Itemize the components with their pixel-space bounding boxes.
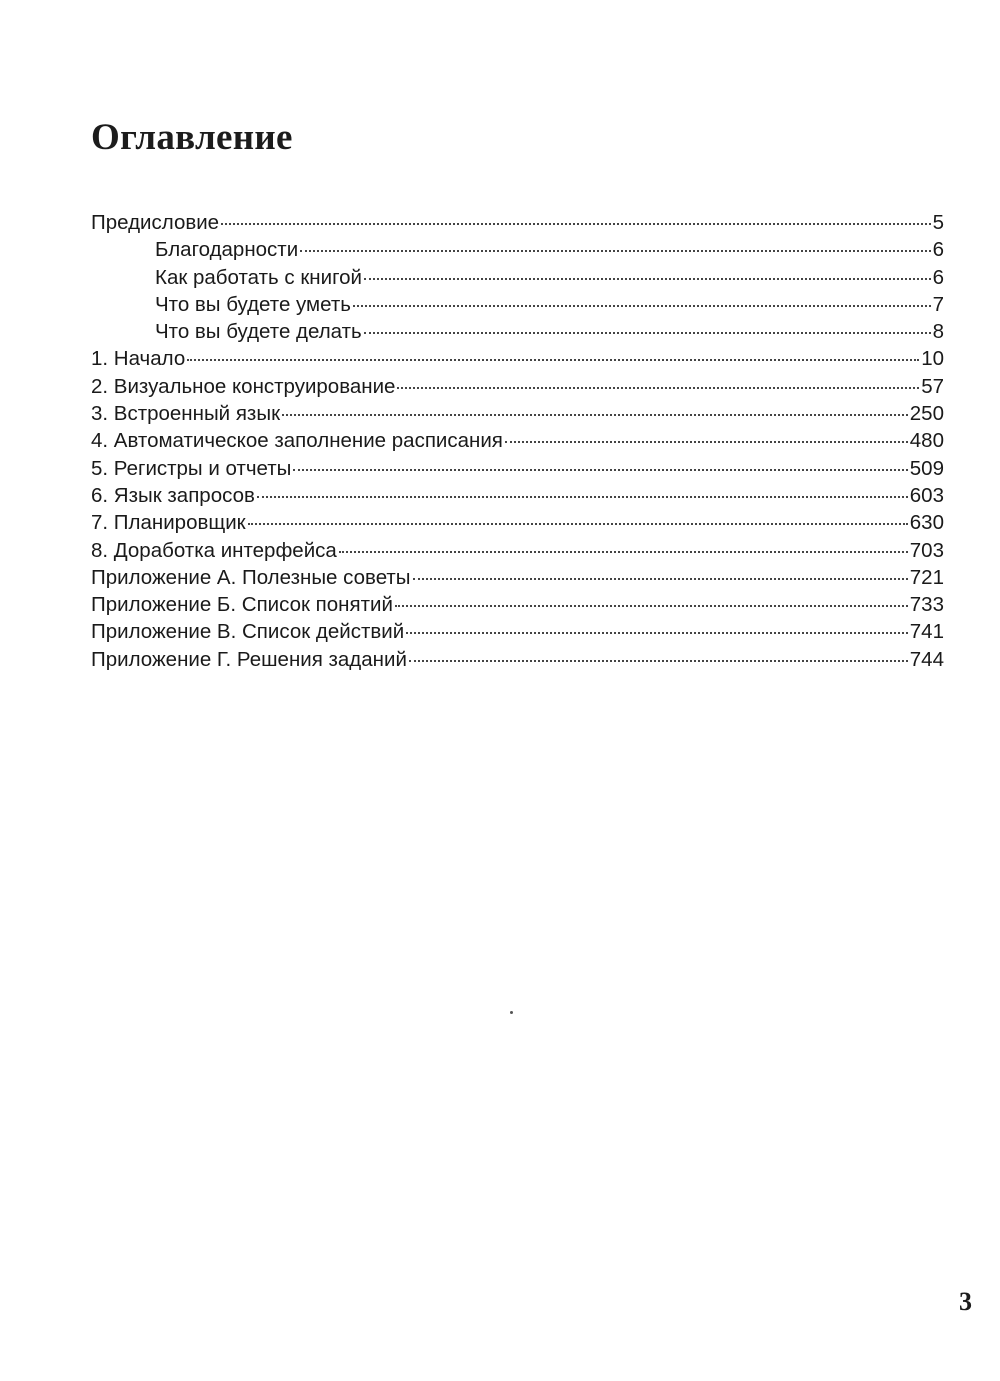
dot-leader xyxy=(300,249,930,252)
toc-entry[interactable] xyxy=(91,482,944,509)
toc-entry[interactable] xyxy=(91,400,944,427)
toc-entry-title: 3. Встроенный язык xyxy=(91,402,281,426)
toc-entry-page-number: 703 xyxy=(909,538,944,562)
dot-leader xyxy=(364,331,931,334)
toc-entry-page-number: 7 xyxy=(932,292,944,316)
toc-entry-page-number: 721 xyxy=(909,565,944,589)
dot-leader xyxy=(282,413,908,416)
toc-entry-title: 4. Автоматическое заполнение расписания xyxy=(91,429,503,453)
dot-leader xyxy=(187,358,919,361)
dot-leader xyxy=(409,659,908,662)
dot-leader xyxy=(413,577,908,580)
toc-entry[interactable] xyxy=(91,537,944,564)
toc-entry-page-number: 509 xyxy=(909,456,944,480)
toc-entry[interactable] xyxy=(91,291,944,318)
toc-entry-page-number: 741 xyxy=(909,620,944,644)
toc-entry[interactable] xyxy=(91,236,944,263)
dot-leader xyxy=(221,222,931,225)
toc-entry-title: Что вы будете уметь xyxy=(155,292,351,316)
toc-entry-title: 8. Доработка интерфейса xyxy=(91,538,337,562)
toc-entry-title: 5. Регистры и отчеты xyxy=(91,456,292,480)
toc-entry-title: Как работать с книгой xyxy=(155,265,362,289)
dot-leader xyxy=(364,277,931,280)
page-number: 3 xyxy=(959,1287,972,1316)
toc-entry[interactable] xyxy=(91,646,944,673)
toc-entry[interactable] xyxy=(91,264,944,291)
dot-leader xyxy=(406,631,908,634)
toc-entry[interactable] xyxy=(91,564,944,591)
toc-entry-title: 1. Начало xyxy=(91,347,186,371)
toc-entry-title: 2. Визуальное конструирование xyxy=(91,374,396,398)
toc-entry-page-number: 5 xyxy=(932,211,944,234)
toc-entry[interactable] xyxy=(91,373,944,400)
toc-entry-page-number: 57 xyxy=(921,374,944,398)
dot-leader xyxy=(353,304,931,307)
toc-entry-title: 6. Язык запросов xyxy=(91,483,255,507)
toc-entry-title: Что вы будете делать xyxy=(155,320,362,344)
toc-entry-page-number: 10 xyxy=(921,347,944,371)
toc-entry-title: Приложение Б. Список понятий xyxy=(91,593,393,617)
table-of-contents xyxy=(91,209,944,673)
toc-entry-page-number: 603 xyxy=(909,483,944,507)
toc-entry[interactable] xyxy=(91,591,944,618)
toc-entry-page-number: 744 xyxy=(909,647,944,671)
toc-entry-title: Приложение А. Полезные советы xyxy=(91,565,411,589)
toc-entry-page-number: 733 xyxy=(909,593,944,617)
toc-entry-page-number: 6 xyxy=(932,238,944,262)
toc-entry-page-number: 250 xyxy=(909,402,944,426)
page-title: Оглавление xyxy=(91,117,293,158)
toc-entry[interactable] xyxy=(91,427,944,454)
stray-ink-dot xyxy=(510,1011,513,1014)
toc-entry-page-number: 480 xyxy=(909,429,944,453)
dot-leader xyxy=(397,386,919,389)
toc-entry-title: Приложение В. Список действий xyxy=(91,620,405,644)
toc-entry[interactable] xyxy=(91,345,944,372)
toc-entry-page-number: 630 xyxy=(909,511,944,535)
dot-leader xyxy=(339,550,908,553)
toc-entry-page-number: 8 xyxy=(932,320,944,344)
toc-entry-page-number: 6 xyxy=(932,265,944,289)
dot-leader xyxy=(505,440,908,443)
dot-leader xyxy=(293,468,907,471)
toc-entry-title: Предисловие xyxy=(91,211,220,234)
toc-entry-title: Приложение Г. Решения заданий xyxy=(91,647,407,671)
toc-entry[interactable] xyxy=(91,209,944,236)
toc-entry-title: 7. Планировщик xyxy=(91,511,246,535)
dot-leader xyxy=(248,522,908,525)
dot-leader xyxy=(257,495,908,498)
toc-entry-title: Благодарности xyxy=(155,238,299,262)
toc-entry[interactable] xyxy=(91,509,944,536)
toc-entry[interactable] xyxy=(91,455,944,482)
toc-entry[interactable] xyxy=(91,318,944,345)
dot-leader xyxy=(395,604,908,607)
toc-entry[interactable] xyxy=(91,618,944,645)
